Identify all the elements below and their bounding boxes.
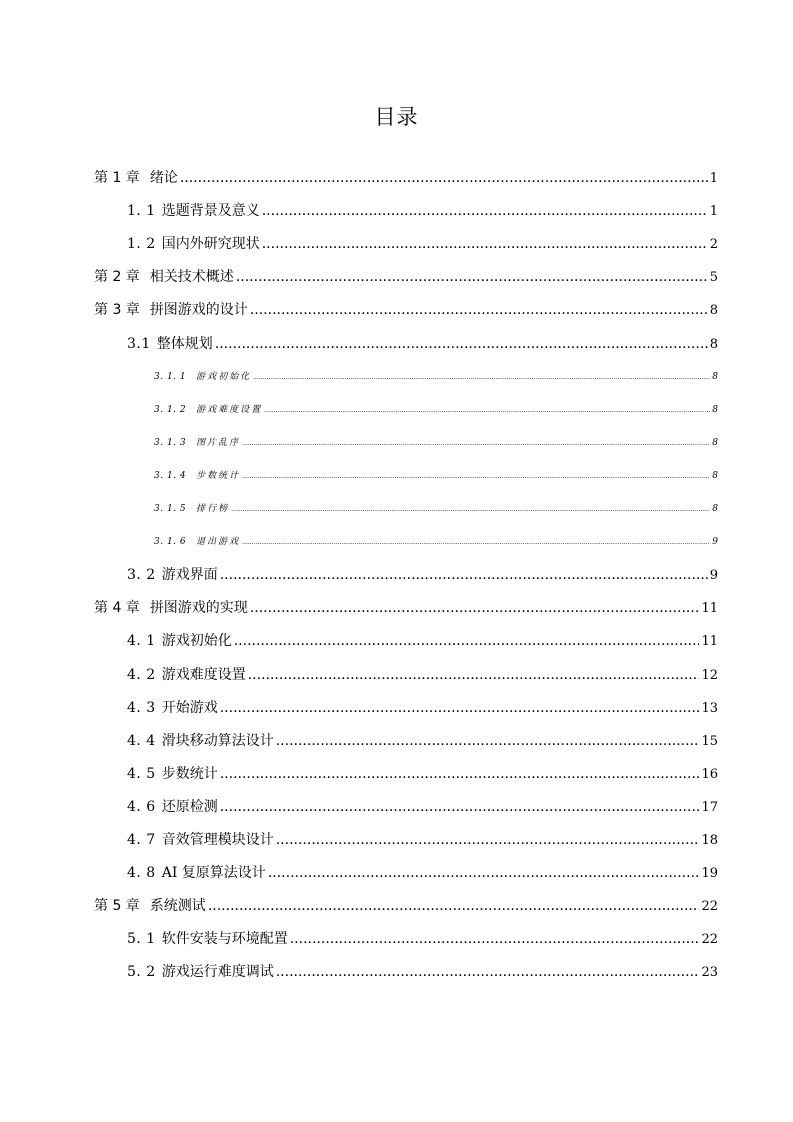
toc-dot-leader xyxy=(248,664,700,686)
toc-entry-number: 4. 4 xyxy=(127,732,156,749)
toc-entry-number: 第 4 章 xyxy=(94,600,140,617)
toc-entry-page-number: 8 xyxy=(712,470,718,481)
toc-entry-title: 拼图游戏的实现 xyxy=(149,600,248,617)
toc-dot-leader xyxy=(242,466,710,488)
toc-entry-page-number: 11 xyxy=(701,601,718,617)
toc-dot-leader xyxy=(242,433,710,455)
toc-entry-title: AI 复原算法设计 xyxy=(161,865,266,882)
toc-entry-number: 4. 1 xyxy=(127,633,156,650)
toc-entry-number: 3. 1. 4 xyxy=(154,470,187,481)
toc-entry-number: 1. 1 xyxy=(127,203,156,220)
toc-entry-page-number: 11 xyxy=(701,634,718,650)
toc-entry-title: 绪论 xyxy=(149,170,178,186)
toc-entry-number: 3.1 xyxy=(127,335,151,352)
toc-entry-level-3[interactable] xyxy=(154,366,718,388)
toc-entry-number: 3. 1. 6 xyxy=(154,537,187,548)
toc-dot-leader xyxy=(231,499,710,521)
toc-entry-page-number: 17 xyxy=(701,799,718,815)
toc-entry-title: 退出游戏 xyxy=(196,537,241,548)
toc-entry-page-number: 8 xyxy=(712,504,718,514)
toc-entry-title: 游戏初始化 xyxy=(161,633,232,650)
toc-dot-leader xyxy=(250,299,708,321)
toc-dot-leader xyxy=(220,697,700,719)
toc-entry-title: 软件安装与环境配置 xyxy=(161,931,288,948)
toc-entry-page-number: 19 xyxy=(701,866,718,882)
toc-entry-level-3[interactable] xyxy=(154,498,718,520)
toc-dot-leader xyxy=(180,167,708,189)
toc-entry-level-1[interactable] xyxy=(94,266,718,288)
toc-entry-title: 步数统计 xyxy=(161,765,218,782)
toc-dot-leader xyxy=(250,597,700,619)
toc-entry-page-number: 8 xyxy=(709,303,718,319)
toc-entry-number: 5. 1 xyxy=(127,931,156,948)
toc-entry-number: 1. 2 xyxy=(127,236,156,253)
toc-entry-page-number: 8 xyxy=(712,371,718,382)
toc-entry-number: 第 5 章 xyxy=(94,898,140,915)
toc-entry-level-2[interactable] xyxy=(127,630,718,652)
page-title: 目录 xyxy=(374,105,419,129)
toc-entry-level-2[interactable] xyxy=(127,730,718,752)
toc-entry-number: 4. 7 xyxy=(127,832,156,848)
toc-entry-title: 音效管理模块设计 xyxy=(161,832,274,848)
toc-dot-leader xyxy=(242,532,710,554)
toc-entry-level-2[interactable] xyxy=(127,829,718,851)
toc-entry-level-2[interactable] xyxy=(127,697,718,719)
toc-entry-title: 相关技术概述 xyxy=(149,269,234,286)
toc-entry-title: 游戏界面 xyxy=(161,567,218,584)
toc-entry-title: 步数统计 xyxy=(196,470,241,481)
toc-entry-number: 第 1 章 xyxy=(94,170,140,186)
toc-entry-title: 拼图游戏的设计 xyxy=(149,302,248,319)
toc-entry-page-number: 12 xyxy=(701,667,718,683)
toc-entry-title: 游戏难度设置 xyxy=(196,404,263,415)
toc-entry-number: 4. 8 xyxy=(127,865,156,882)
toc-entry-level-2[interactable] xyxy=(127,796,718,818)
toc-entry-level-3[interactable] xyxy=(154,432,718,454)
toc-dot-leader xyxy=(253,367,710,389)
toc-dot-leader xyxy=(215,333,708,355)
toc-entry-number: 第 3 章 xyxy=(94,302,140,319)
toc-entry-title: 游戏初始化 xyxy=(196,371,252,382)
toc-entry-title: 整体规划 xyxy=(156,335,213,352)
toc-entry-title: 选题背景及意义 xyxy=(161,203,260,220)
toc-entry-page-number: 23 xyxy=(701,965,718,981)
toc-dot-leader xyxy=(234,630,700,652)
toc-dot-leader xyxy=(268,862,700,884)
toc-entry-level-1[interactable] xyxy=(94,895,718,917)
toc-entry-title: 系统测试 xyxy=(149,898,206,915)
toc-entry-number: 3. 1. 1 xyxy=(154,371,187,382)
toc-entry-title: 游戏难度设置 xyxy=(161,666,246,683)
toc-entry-title: 游戏运行难度调试 xyxy=(161,964,274,981)
toc-entry-page-number: 9 xyxy=(709,568,718,584)
toc-entry-number: 3. 1. 5 xyxy=(154,504,187,514)
toc-entry-page-number: 8 xyxy=(709,336,718,352)
toc-entry-title: 图片乱序 xyxy=(196,437,241,448)
toc-dot-leader xyxy=(220,564,708,586)
toc-entry-level-1[interactable] xyxy=(94,167,718,189)
toc-entry-page-number: 5 xyxy=(709,270,718,286)
toc-entry-page-number: 8 xyxy=(712,437,718,448)
toc-entry-number: 4. 3 xyxy=(127,699,156,716)
toc-entry-number: 5. 2 xyxy=(127,964,156,981)
toc-entry-level-2[interactable] xyxy=(127,763,718,785)
toc-entry-page-number: 8 xyxy=(712,404,718,415)
toc-entry-level-2[interactable] xyxy=(127,200,718,222)
toc-dot-leader xyxy=(276,961,700,983)
toc-entry-page-number: 15 xyxy=(701,733,718,749)
toc-entry-number: 4. 2 xyxy=(127,666,156,683)
toc-entry-page-number: 2 xyxy=(709,237,718,253)
toc-entry-level-1[interactable] xyxy=(94,299,718,321)
toc-entry-number: 4. 6 xyxy=(127,798,156,815)
toc-entry-number: 第 2 章 xyxy=(94,269,140,286)
toc-entry-page-number: 22 xyxy=(701,899,718,915)
toc-entry-level-2[interactable] xyxy=(127,233,718,255)
toc-dot-leader xyxy=(276,730,700,752)
toc-entry-title: 开始游戏 xyxy=(161,699,218,716)
toc-dot-leader xyxy=(208,895,700,917)
toc-entry-level-2[interactable] xyxy=(127,333,718,355)
toc-entry-page-number: 9 xyxy=(712,537,718,548)
toc-entry-page-number: 1 xyxy=(709,171,718,186)
toc-entry-level-2[interactable] xyxy=(127,664,718,686)
toc-dot-leader xyxy=(276,829,700,851)
toc-entry-level-1[interactable] xyxy=(94,597,718,619)
toc-dot-leader xyxy=(264,400,710,422)
toc-entry-title: 国内外研究现状 xyxy=(161,236,260,253)
toc-entry-page-number: 1 xyxy=(709,204,718,220)
toc-entry-title: 滑块移动算法设计 xyxy=(161,732,274,749)
toc-entry-title: 排行榜 xyxy=(196,504,230,514)
toc-dot-leader xyxy=(262,233,708,255)
toc-entry-page-number: 22 xyxy=(701,932,718,948)
toc-entry-page-number: 18 xyxy=(701,833,718,848)
toc-entry-level-3[interactable] xyxy=(154,531,718,553)
toc-entry-level-2[interactable] xyxy=(127,961,718,983)
toc-entry-page-number: 13 xyxy=(701,700,718,716)
toc-entry-level-2[interactable] xyxy=(127,928,718,950)
toc-dot-leader xyxy=(290,928,700,950)
toc-dot-leader xyxy=(236,266,708,288)
toc-entry-level-3[interactable] xyxy=(154,399,718,421)
toc-dot-leader xyxy=(220,796,700,818)
toc-entry-title: 还原检测 xyxy=(161,798,218,815)
toc-entry-level-2[interactable] xyxy=(127,862,718,884)
toc-entry-level-3[interactable] xyxy=(154,465,718,487)
toc-entry-number: 3. 1. 2 xyxy=(154,404,187,415)
toc-entry-number: 3. 1. 3 xyxy=(154,437,187,448)
toc-entry-page-number: 16 xyxy=(701,766,718,782)
toc-entry-level-2[interactable] xyxy=(127,564,718,586)
toc-dot-leader xyxy=(262,200,708,222)
toc-entry-number: 3. 2 xyxy=(127,567,156,584)
toc-dot-leader xyxy=(220,763,700,785)
toc-entry-number: 4. 5 xyxy=(127,765,156,782)
